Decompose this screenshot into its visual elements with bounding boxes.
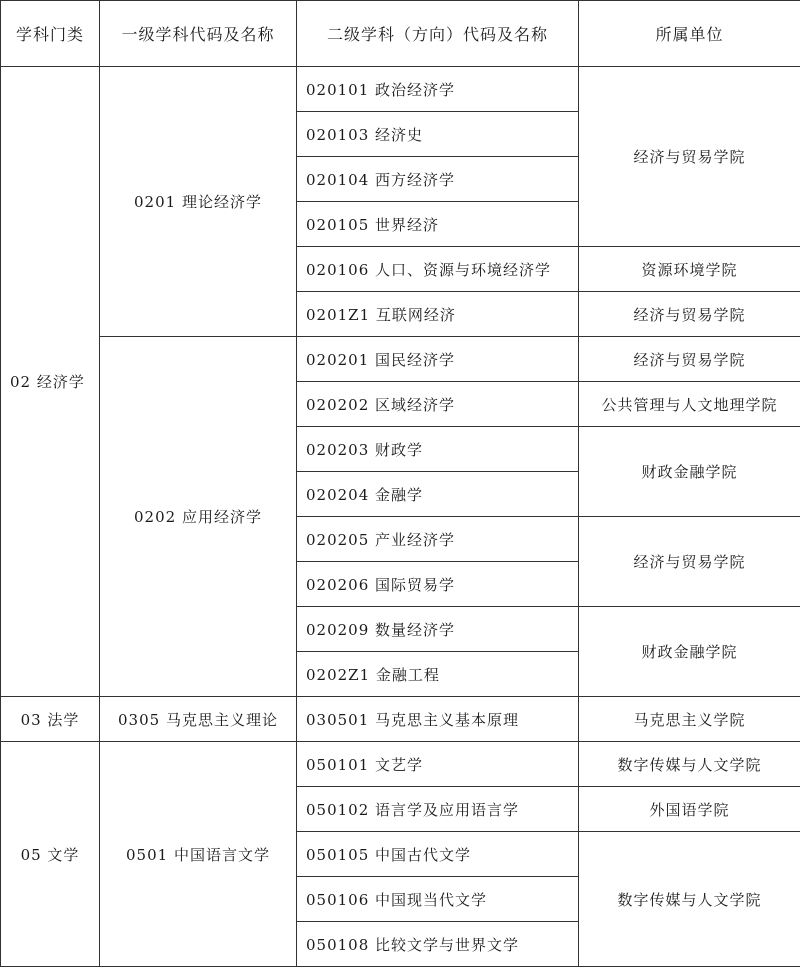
unit-cell: 马克思主义学院	[579, 697, 800, 742]
table-row	[1, 742, 800, 787]
unit-cell: 财政金融学院	[579, 427, 800, 517]
table-row	[1, 337, 800, 382]
second-level-cell: 050108 比较文学与世界文学	[297, 922, 579, 967]
unit-cell: 外国语学院	[579, 787, 800, 832]
category-cell: 05 文学	[1, 742, 100, 967]
first-level-cell: 0202 应用经济学	[100, 337, 297, 697]
header-category: 学科门类	[1, 1, 100, 67]
second-level-cell: 020101 政治经济学	[297, 67, 579, 112]
second-level-cell: 050102 语言学及应用语言学	[297, 787, 579, 832]
table-row	[1, 697, 800, 742]
table-row	[1, 67, 800, 112]
category-cell: 03 法学	[1, 697, 100, 742]
first-level-cell: 0501 中国语言文学	[100, 742, 297, 967]
unit-cell: 公共管理与人文地理学院	[579, 382, 800, 427]
second-level-cell: 020202 区域经济学	[297, 382, 579, 427]
second-level-cell: 050106 中国现当代文学	[297, 877, 579, 922]
second-level-cell: 020106 人口、资源与环境经济学	[297, 247, 579, 292]
second-level-cell: 0202Z1 金融工程	[297, 652, 579, 697]
second-level-cell: 050105 中国古代文学	[297, 832, 579, 877]
unit-cell: 经济与贸易学院	[579, 67, 800, 247]
first-level-cell: 0201 理论经济学	[100, 67, 297, 337]
second-level-cell: 020204 金融学	[297, 472, 579, 517]
unit-cell: 数字传媒与人文学院	[579, 832, 800, 967]
second-level-cell: 020103 经济史	[297, 112, 579, 157]
header-row	[1, 1, 800, 67]
second-level-cell: 0201Z1 互联网经济	[297, 292, 579, 337]
second-level-cell: 020201 国民经济学	[297, 337, 579, 382]
header-second-level: 二级学科（方向）代码及名称	[297, 1, 579, 67]
first-level-cell: 0305 马克思主义理论	[100, 697, 297, 742]
second-level-cell: 050101 文艺学	[297, 742, 579, 787]
unit-cell: 经济与贸易学院	[579, 517, 800, 607]
unit-cell: 经济与贸易学院	[579, 292, 800, 337]
second-level-cell: 020203 财政学	[297, 427, 579, 472]
second-level-cell: 020205 产业经济学	[297, 517, 579, 562]
header-first-level: 一级学科代码及名称	[100, 1, 297, 67]
second-level-cell: 020206 国际贸易学	[297, 562, 579, 607]
header-unit: 所属单位	[579, 1, 800, 67]
second-level-cell: 030501 马克思主义基本原理	[297, 697, 579, 742]
unit-cell: 资源环境学院	[579, 247, 800, 292]
second-level-cell: 020104 西方经济学	[297, 157, 579, 202]
unit-cell: 经济与贸易学院	[579, 337, 800, 382]
second-level-cell: 020105 世界经济	[297, 202, 579, 247]
category-cell: 02 经济学	[1, 67, 100, 697]
second-level-cell: 020209 数量经济学	[297, 607, 579, 652]
unit-cell: 数字传媒与人文学院	[579, 742, 800, 787]
unit-cell: 财政金融学院	[579, 607, 800, 697]
